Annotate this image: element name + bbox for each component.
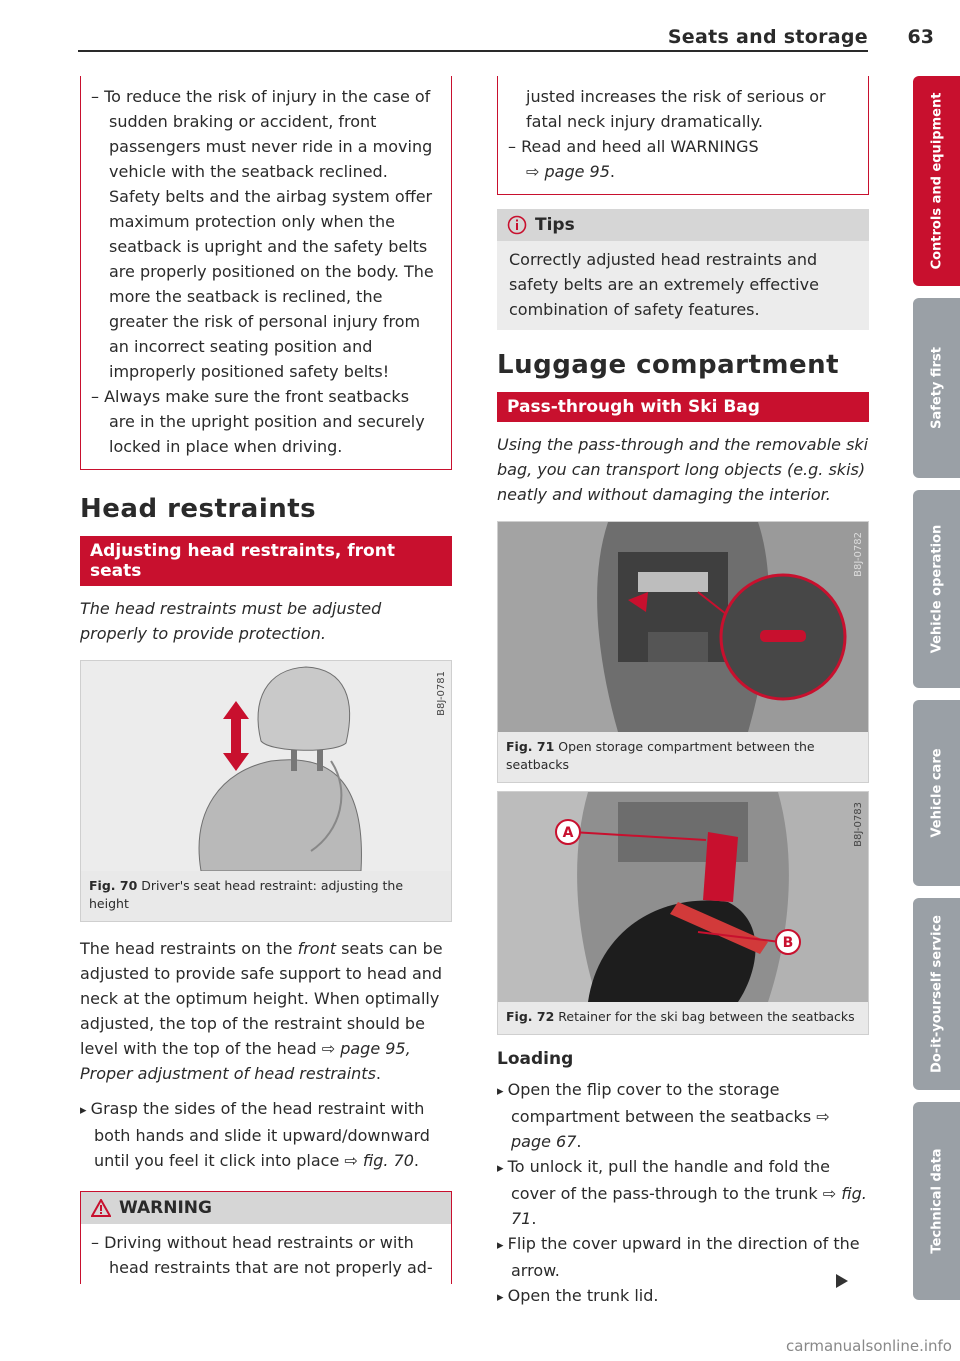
loading-steps: [497, 1077, 869, 1310]
warning-list: [81, 1224, 451, 1284]
body-emphasis: front: [297, 939, 336, 958]
figure-caption: [498, 732, 868, 782]
head-restraint-illustration: [81, 661, 451, 871]
tab-label: Vehicle care: [929, 748, 944, 838]
figure-reference-link[interactable]: ⇨ fig. 70: [344, 1151, 414, 1170]
body-paragraph: [80, 936, 452, 1086]
loading-step: [497, 1077, 869, 1154]
continued-arrow-icon: [836, 1274, 848, 1288]
callout-a: A: [562, 825, 574, 841]
figure-caption-text: Retainer for the ski bag between the seatbacks: [558, 1009, 855, 1024]
step-text: Flip the cover upward in the direction of the arrow.: [507, 1234, 860, 1280]
running-header-title: Seats and storage: [667, 26, 868, 48]
body-text: The head restraints on the: [80, 939, 298, 958]
loading-heading: Loading: [497, 1049, 574, 1069]
storage-compartment-drawing: [498, 522, 868, 732]
body-text: seats can be adjusted to provide safe support to head and neck at the optimum height. When optimally adjusted, the top of the restraint should be level with the top of the head: [80, 939, 443, 1058]
warning-box-continued: [497, 76, 869, 195]
figure-caption: [81, 871, 451, 921]
instruction-step: [80, 1096, 452, 1173]
figure-70: [80, 660, 452, 922]
page-reference-link[interactable]: ⇨ page 95, Proper adjustment of head restraints: [80, 1039, 411, 1083]
tab-label: Controls and equipment: [929, 92, 944, 270]
tab-do-it-yourself-service[interactable]: [913, 898, 960, 1090]
tab-label: Do-it-yourself service: [929, 915, 944, 1073]
page-number: 63: [907, 26, 934, 48]
warning-item: – To reduce the risk of injury in the case of sudden braking or accident, front passengers must never ride in a moving vehicle with the seatback reclined. Safety belts and the airbag system offer maximum protection only when the seatback is upright and the safety belts are properly positioned on the body. The more the seatback is reclined, the greater the risk of personal injury from an incorrect seating position and improperly positioned safety belts!: [91, 84, 437, 384]
tips-body: [497, 241, 869, 330]
page-reference-link[interactable]: ⇨ page 67: [511, 1107, 830, 1151]
tips-box: [497, 209, 869, 330]
figure-code: B8J-0781: [436, 671, 447, 716]
step-text: Open the trunk lid.: [507, 1286, 659, 1305]
left-column: [80, 76, 452, 1284]
step-text: Grasp the sides of the head restraint with both hands and slide it upward/downward until you feel it click into place: [90, 1099, 430, 1170]
instruction-list: [80, 1096, 452, 1173]
warning-box-continued: [80, 76, 452, 470]
tab-label: Technical data: [929, 1148, 944, 1254]
section-title-luggage-compartment: Luggage compartment: [497, 350, 840, 380]
page-reference-link[interactable]: ⇨ page 95: [526, 162, 610, 181]
figure-reference-link[interactable]: ⇨ fig. 71: [511, 1184, 867, 1228]
ski-bag-retainer-photo: [498, 792, 868, 1002]
figure-label: Fig. 71: [506, 739, 555, 754]
warning-triangle-icon: [91, 1199, 111, 1217]
tips-text: Correctly adjusted head restraints and safety belts are an extremely effective combination of safety features.: [509, 250, 819, 319]
step-text: .: [531, 1209, 537, 1228]
intro-text: Using the pass-through and the removable ski bag, you can transport long objects (e.g. skis) neatly and without damaging the interior.: [497, 435, 869, 504]
figure-caption-text: Open storage compartment between the seatbacks: [506, 739, 815, 772]
warning-list: [508, 134, 854, 184]
storage-compartment-photo: [498, 522, 868, 732]
ski-bag-retainer-drawing: [498, 792, 868, 1002]
figure-label: Fig. 70: [89, 878, 138, 893]
head-restraint-drawing: [81, 661, 451, 871]
loading-step: [497, 1154, 869, 1231]
tab-vehicle-care[interactable]: [913, 700, 960, 886]
tab-label: Safety first: [929, 347, 944, 429]
figure-caption: [498, 1002, 868, 1034]
tips-header: [497, 209, 869, 241]
info-icon: [507, 215, 527, 235]
subsection-bar: Adjusting head restraints, front seats: [80, 536, 452, 586]
callout-b: B: [782, 935, 794, 951]
warning-text: .: [609, 162, 615, 181]
tips-title: Tips: [535, 215, 575, 235]
body-text: .: [375, 1064, 382, 1083]
step-text: Open the flip cover to the storage compartment between the seatbacks: [507, 1080, 817, 1126]
step-text: .: [413, 1151, 419, 1170]
warning-item: [508, 134, 854, 184]
tab-label: Vehicle operation: [929, 524, 944, 654]
subsection-bar: Pass-through with Ski Bag: [497, 392, 869, 422]
header-rule: [78, 50, 868, 52]
figure-code: B8J-0783: [853, 802, 864, 847]
section-title-head-restraints: Head restraints: [80, 494, 317, 524]
warning-text: Read and heed all WARNINGS: [521, 137, 759, 156]
figure-caption-text: Driver's seat head restraint: adjusting the height: [89, 878, 404, 911]
warning-box: [80, 1191, 452, 1284]
warning-list: [91, 84, 437, 459]
step-text: To unlock it, pull the handle and fold the cover of the pass-through to the trunk: [507, 1157, 830, 1203]
right-column: [497, 76, 869, 1310]
warning-item: – Driving without head restraints or with head restraints that are not properly ad-: [91, 1230, 439, 1280]
warning-header: [81, 1192, 451, 1224]
loading-step: [497, 1231, 869, 1283]
warning-title: WARNING: [119, 1198, 212, 1218]
watermark: carmanualsonline.info: [786, 1337, 952, 1355]
tab-safety-first[interactable]: [913, 298, 960, 478]
figure-71: [497, 521, 869, 783]
figure-label: Fig. 72: [506, 1009, 555, 1024]
intro-text: The head restraints must be adjusted properly to provide protection.: [80, 599, 382, 643]
warning-item: – Always make sure the front seatbacks are in the upright position and securely locked in place when driving.: [91, 384, 437, 459]
step-text: .: [576, 1132, 582, 1151]
figure-code: B8J-0782: [853, 532, 864, 577]
warning-continued-text: justed increases the risk of serious or fatal neck injury dramatically.: [526, 87, 826, 131]
loading-step: [497, 1283, 869, 1310]
tab-technical-data[interactable]: [913, 1102, 960, 1300]
tab-controls-and-equipment[interactable]: [913, 76, 960, 286]
figure-72: [497, 791, 869, 1035]
tab-vehicle-operation[interactable]: [913, 490, 960, 688]
